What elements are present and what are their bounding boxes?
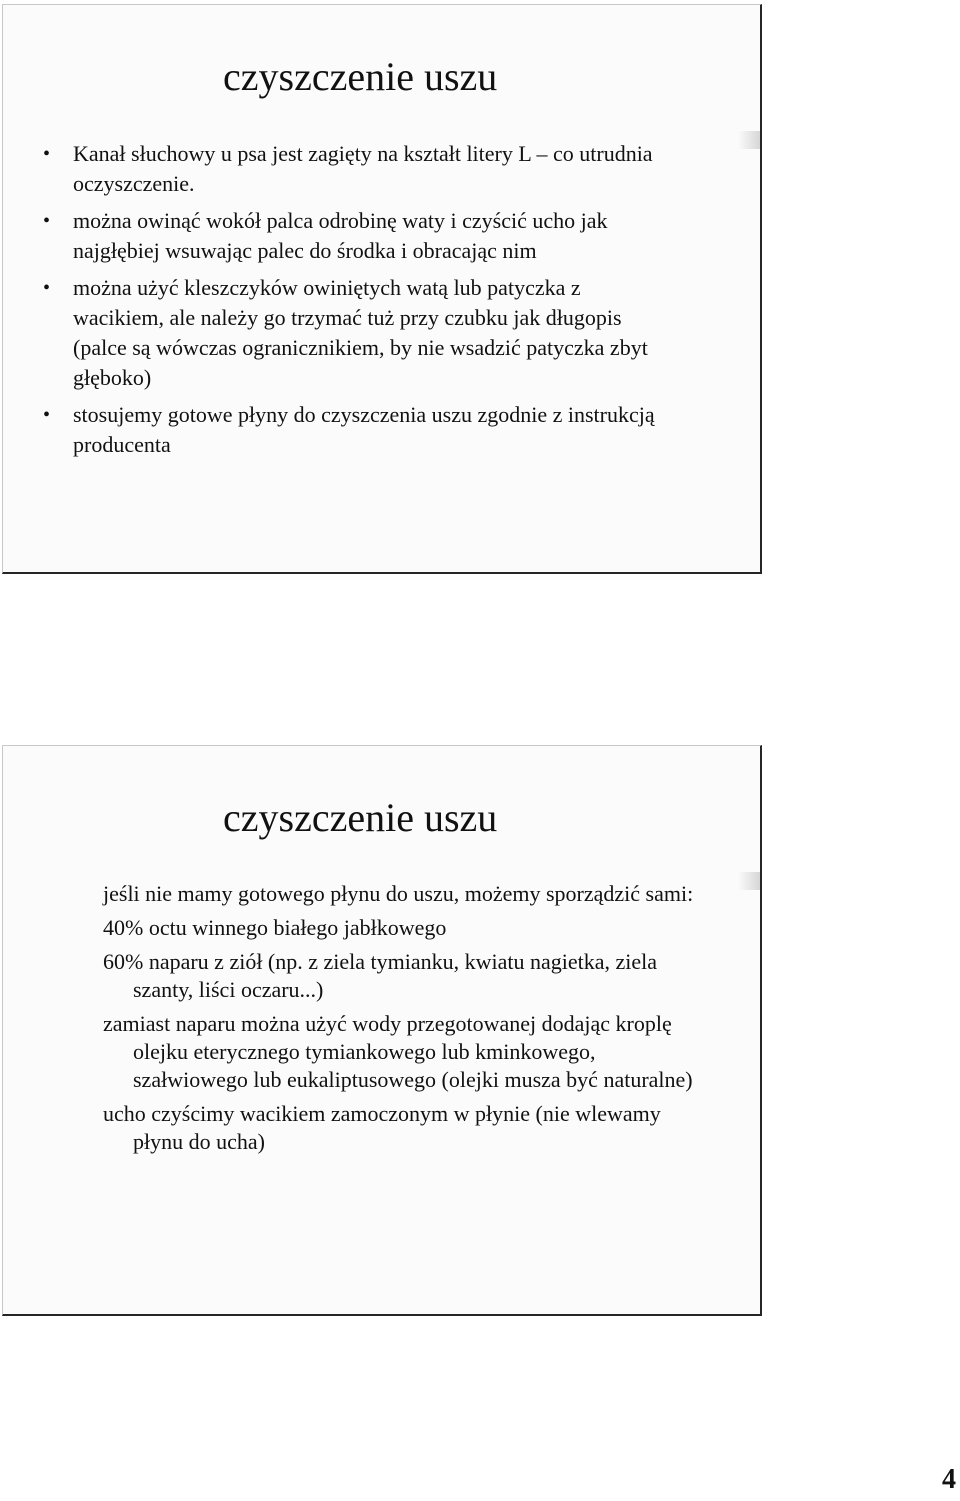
bullet-list bbox=[3, 139, 673, 467]
bullet-text: można użyć kleszczyków owiniętych watą lub patyczka z wacikiem, ale należy go trzymać tuż przy czubku jak długopis (palce są wówczas ogranicznikiem, by nie wsadzić patyczka zbyt głęboko) bbox=[73, 275, 648, 390]
bullet-dot-icon: • bbox=[43, 277, 51, 299]
paragraph: zamiast naparu można użyć wody przegotowanej dodając kroplę olejku eterycznego tymiankowego lub kminkowego, szałwiowego lub eukaliptusowego (olejki musza być naturalne) bbox=[103, 1011, 693, 1092]
bullet-text: można owinąć wokół palca odrobinę waty i czyścić ucho jak najgłębiej wsuwając palec do środka i obracając nim bbox=[73, 208, 608, 263]
bullet-text: Kanał słuchowy u psa jest zagięty na kształt litery L – co utrudnia oczyszczenie. bbox=[73, 141, 653, 196]
slide-title: czyszczenie uszu bbox=[223, 54, 498, 99]
bullet-item bbox=[3, 139, 673, 199]
slide-decoration bbox=[738, 872, 760, 890]
paragraph: ucho czyścimy wacikiem zamoczonym w płynie (nie wlewamy płynu do ucha) bbox=[103, 1101, 661, 1154]
bullet-item bbox=[3, 400, 673, 460]
page-number: 4 bbox=[942, 1464, 956, 1495]
bullet-dot-icon: • bbox=[43, 210, 51, 232]
bullet-item bbox=[3, 273, 673, 393]
paragraph: 40% octu winnego białego jabłkowego bbox=[103, 915, 447, 940]
slide-title: czyszczenie uszu bbox=[223, 795, 498, 840]
slide-2 bbox=[2, 745, 762, 1316]
paragraph: jeśli nie mamy gotowego płynu do uszu, możemy sporządzić sami: bbox=[103, 881, 694, 906]
slide-decoration bbox=[738, 131, 760, 149]
bullet-text: stosujemy gotowe płyny do czyszczenia uszu zgodnie z instrukcją producenta bbox=[73, 402, 655, 457]
paragraph: 60% naparu z ziół (np. z ziela tymianku, kwiatu nagietka, ziela szanty, liści oczaru...) bbox=[103, 949, 658, 1002]
bullet-dot-icon: • bbox=[43, 143, 51, 165]
slide-1 bbox=[2, 4, 762, 574]
paragraph-list bbox=[103, 880, 703, 1162]
bullet-dot-icon: • bbox=[43, 404, 51, 426]
bullet-item bbox=[3, 206, 673, 266]
